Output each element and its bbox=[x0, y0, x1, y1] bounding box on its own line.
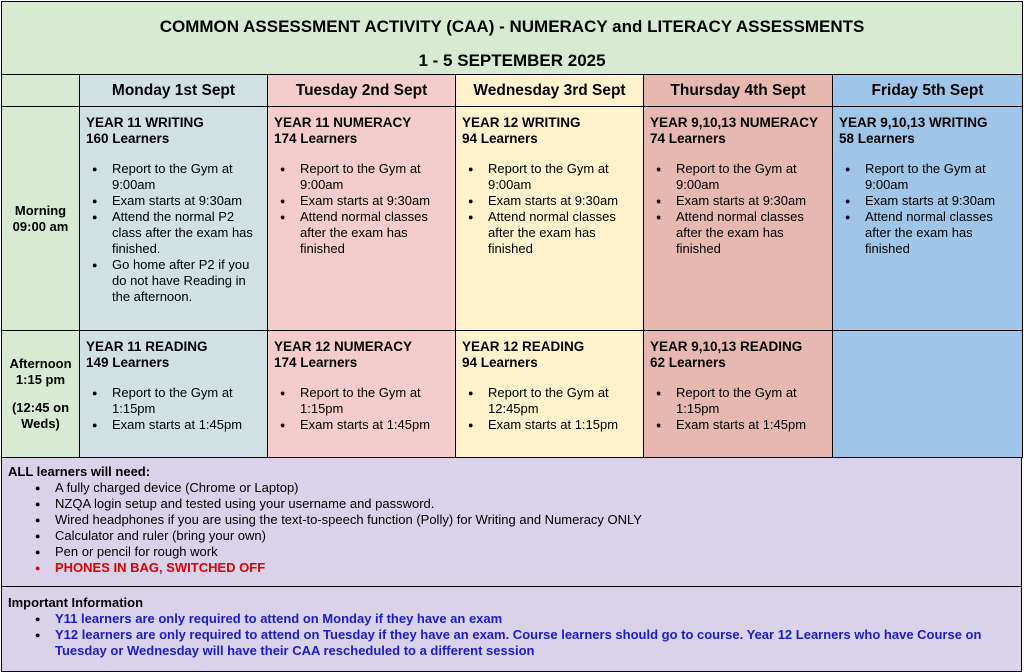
list-item: ● Exam starts at 1:45pm bbox=[112, 417, 262, 433]
instruction-list bbox=[274, 161, 450, 257]
list-item: ● Report to the Gym at 9:00am bbox=[300, 161, 450, 193]
important-info-list bbox=[8, 611, 1021, 659]
exam-title: YEAR 9,10,13 READING bbox=[650, 339, 803, 354]
friday-morning-cell bbox=[833, 107, 1023, 331]
learner-count: 94 Learners bbox=[462, 131, 538, 146]
day-header-thursday: Thursday 4th Sept bbox=[644, 75, 833, 107]
monday-morning-cell bbox=[80, 107, 268, 331]
important-info-section bbox=[2, 587, 1021, 671]
wednesday-time-note-end: Weds) bbox=[21, 416, 60, 431]
document-title: COMMON ASSESSMENT ACTIVITY (CAA) - NUMERACY and LITERACY ASSESSMENTS bbox=[159, 17, 865, 36]
learner-count: 62 Learners bbox=[650, 355, 726, 370]
wednesday-time-note: (12:45 on bbox=[11, 400, 70, 415]
learner-count: 174 Learners bbox=[274, 355, 358, 370]
wednesday-afternoon-cell bbox=[456, 331, 644, 458]
morning-label-text: Morning bbox=[14, 202, 67, 218]
requirements-heading: ALL learners will need: bbox=[8, 464, 151, 479]
list-item: ● Report to the Gym at 9:00am bbox=[112, 161, 262, 193]
learner-count: 174 Learners bbox=[274, 131, 358, 146]
corner-cell bbox=[2, 75, 80, 107]
list-item: ● Report to the Gym at 9:00am bbox=[676, 161, 827, 193]
instruction-list bbox=[839, 161, 1017, 257]
thursday-morning-cell bbox=[644, 107, 833, 331]
list-item: ● Y12 learners are only required to attend on Tuesday if they have an exam. Course learners should go to course. Year 12 Learners who have Course on Tuesday or Wednesday will have their CAA rescheduled to a different session bbox=[55, 627, 1021, 659]
list-item: ● Report to the Gym at 9:00am bbox=[488, 161, 638, 193]
exam-title: YEAR 12 READING bbox=[462, 339, 585, 354]
learner-count: 149 Learners bbox=[86, 355, 170, 370]
exam-title: YEAR 11 READING bbox=[86, 339, 208, 354]
list-item: ● Exam starts at 1:45pm bbox=[300, 417, 450, 433]
list-item: ● Go home after P2 if you do not have Reading in the afternoon. bbox=[112, 257, 262, 305]
day-header-wednesday: Wednesday 3rd Sept bbox=[456, 75, 644, 107]
list-item: ● Report to the Gym at 1:15pm bbox=[112, 385, 262, 417]
day-header-tuesday: Tuesday 2nd Sept bbox=[268, 75, 456, 107]
thursday-afternoon-cell bbox=[644, 331, 833, 458]
phones-warning: ● PHONES IN BAG, SWITCHED OFF bbox=[55, 560, 1021, 576]
exam-title: YEAR 11 NUMERACY bbox=[274, 115, 412, 130]
list-item: ● Exam starts at 9:30am bbox=[112, 193, 262, 209]
list-item: ● Report to the Gym at 12:45pm bbox=[488, 385, 638, 417]
learner-count: 74 Learners bbox=[650, 131, 726, 146]
list-item: ● Attend normal classes after the exam has finished bbox=[676, 209, 827, 257]
day-header-friday: Friday 5th Sept bbox=[833, 75, 1023, 107]
exam-title: YEAR 9,10,13 WRITING bbox=[839, 115, 988, 130]
exam-title: YEAR 11 WRITING bbox=[86, 115, 204, 130]
document-date-range: 1 - 5 SEPTEMBER 2025 bbox=[418, 51, 606, 70]
title-banner bbox=[2, 2, 1023, 75]
list-item: ● Exam starts at 1:15pm bbox=[488, 417, 638, 433]
exam-title: YEAR 12 WRITING bbox=[462, 115, 581, 130]
day-header-monday: Monday 1st Sept bbox=[80, 75, 268, 107]
instruction-list bbox=[86, 385, 262, 433]
list-item: ● Attend normal classes after the exam has finished bbox=[300, 209, 450, 257]
learner-count: 58 Learners bbox=[839, 131, 915, 146]
list-item: ● A fully charged device (Chrome or Laptop) bbox=[55, 480, 1021, 496]
instruction-list bbox=[650, 385, 827, 433]
list-item: ● Attend the normal P2 class after the exam has finished. bbox=[112, 209, 262, 257]
instruction-list bbox=[274, 385, 450, 433]
exam-title: YEAR 9,10,13 NUMERACY bbox=[650, 115, 819, 130]
wednesday-morning-cell bbox=[456, 107, 644, 331]
learner-count: 160 Learners bbox=[86, 131, 170, 146]
exam-title: YEAR 12 NUMERACY bbox=[274, 339, 413, 354]
list-item: ● Pen or pencil for rough work bbox=[55, 544, 1021, 560]
list-item: ● Wired headphones if you are using the text-to-speech function (Polly) for Writing and Numeracy ONLY bbox=[55, 512, 1021, 528]
list-item: ● Report to the Gym at 1:15pm bbox=[300, 385, 450, 417]
requirements-section bbox=[2, 458, 1021, 587]
monday-afternoon-cell bbox=[80, 331, 268, 458]
list-item: ● Attend normal classes after the exam has finished bbox=[488, 209, 638, 257]
morning-time-text: 09:00 am bbox=[12, 218, 69, 234]
caa-schedule-document bbox=[1, 1, 1022, 669]
afternoon-label-text: Afternoon bbox=[9, 356, 72, 371]
list-item: ● Attend normal classes after the exam has finished bbox=[865, 209, 1017, 257]
afternoon-time-text: 1:15 pm bbox=[15, 372, 66, 387]
afternoon-session-label bbox=[2, 331, 80, 458]
tuesday-afternoon-cell bbox=[268, 331, 456, 458]
footer-panel bbox=[1, 458, 1022, 672]
instruction-list bbox=[462, 161, 638, 257]
list-item: ● Report to the Gym at 1:15pm bbox=[676, 385, 827, 417]
important-info-heading: Important Information bbox=[8, 595, 144, 610]
requirements-list bbox=[8, 480, 1021, 576]
instruction-list bbox=[650, 161, 827, 257]
morning-session-label bbox=[2, 107, 80, 331]
list-item: ● Exam starts at 1:45pm bbox=[676, 417, 827, 433]
friday-afternoon-cell-empty bbox=[833, 331, 1023, 458]
list-item: ● Report to the Gym at 9:00am bbox=[865, 161, 1017, 193]
list-item: ● Exam starts at 9:30am bbox=[865, 193, 1017, 209]
schedule-table bbox=[1, 1, 1023, 458]
instruction-list bbox=[86, 161, 262, 305]
instruction-list bbox=[462, 385, 638, 433]
list-item: ● Exam starts at 9:30am bbox=[488, 193, 638, 209]
list-item: ● Exam starts at 9:30am bbox=[676, 193, 827, 209]
list-item: ● Y11 learners are only required to attend on Monday if they have an exam bbox=[55, 611, 1021, 627]
list-item: ● Calculator and ruler (bring your own) bbox=[55, 528, 1021, 544]
tuesday-morning-cell bbox=[268, 107, 456, 331]
list-item: ● NZQA login setup and tested using your username and password. bbox=[55, 496, 1021, 512]
learner-count: 94 Learners bbox=[462, 355, 538, 370]
list-item: ● Exam starts at 9:30am bbox=[300, 193, 450, 209]
